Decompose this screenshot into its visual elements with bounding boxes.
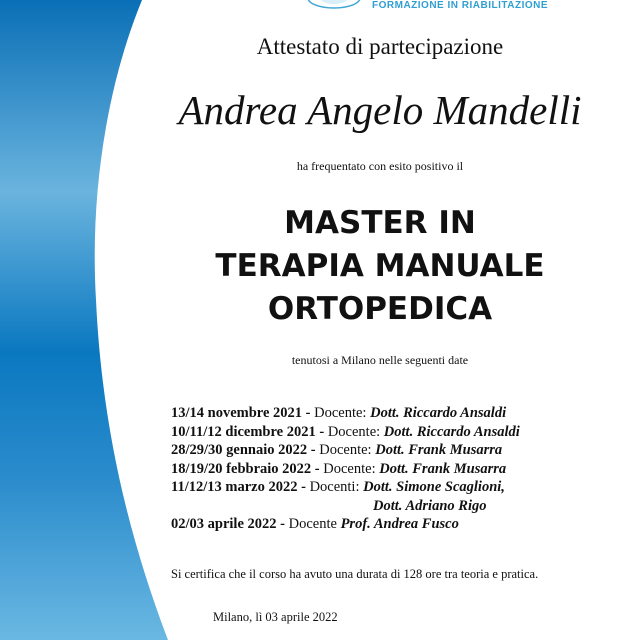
session-row-continued — [171, 497, 520, 516]
course-title — [150, 202, 610, 331]
logo-emblem — [308, 0, 360, 8]
intro-text: ha frequentato con esito positivo il — [296, 159, 464, 173]
recipient-name: Andrea Angelo Mandelli — [178, 87, 582, 133]
session-row — [171, 478, 520, 497]
session-date: 18/19/20 febbraio 2022 — [171, 460, 312, 477]
teacher-name: Dott. Riccardo Ansaldi — [383, 423, 520, 440]
separator: - — [307, 442, 320, 458]
role-label: Docente: — [327, 423, 384, 440]
teacher-name: Prof. Andrea Fusco — [340, 516, 459, 532]
session-date: 02/03 aprile 2022 — [171, 516, 277, 532]
location-intro: tenutosi a Milano nelle seguenti date — [291, 353, 469, 367]
separator: - — [302, 405, 315, 421]
separator: - — [297, 479, 310, 495]
session-row — [171, 460, 520, 479]
teacher-name: Dott. Riccardo Ansaldi — [370, 405, 507, 421]
certification-text: Si certifica che il corso ha avuto una durata di 128 ore tra teoria e pratica. — [171, 567, 539, 581]
place-date: Milano, lì 03 aprile 2022 — [213, 610, 338, 624]
session-row — [171, 404, 520, 423]
session-row — [171, 515, 520, 534]
separator: - — [311, 460, 324, 477]
role-label: Docenti: — [309, 479, 364, 495]
certificate-title: Attestato di partecipazione — [256, 34, 504, 59]
course-line: MASTER IN — [284, 205, 476, 241]
role-label: Docente: — [323, 460, 380, 477]
session-row — [171, 423, 520, 442]
teacher-name: Dott. Frank Musarra — [379, 460, 507, 477]
teacher-name: Dott. Frank Musarra — [375, 442, 503, 458]
role-label: Docente — [288, 516, 341, 532]
teacher-name: Dott. Simone Scaglioni, — [363, 479, 505, 495]
course-line: TERAPIA MANUALE — [215, 248, 545, 284]
role-label: Docente: — [319, 442, 376, 458]
logo-text: FORMAZIONE IN RIABILITAZIONE — [372, 0, 549, 11]
course-line: ORTOPEDICA — [267, 291, 493, 327]
session-date: 13/14 novembre 2021 — [171, 405, 303, 421]
teacher-name: Dott. Adriano Rigo — [373, 497, 487, 514]
session-date: 28/29/30 gennaio 2022 — [171, 442, 308, 458]
separator: - — [276, 516, 289, 532]
role-label: Docente: — [314, 405, 371, 421]
separator: - — [315, 423, 328, 440]
session-row — [171, 441, 520, 460]
session-date: 10/11/12 dicembre 2021 — [171, 423, 316, 440]
session-date: 11/12/13 marzo 2022 — [171, 479, 298, 495]
session-list — [171, 404, 520, 534]
